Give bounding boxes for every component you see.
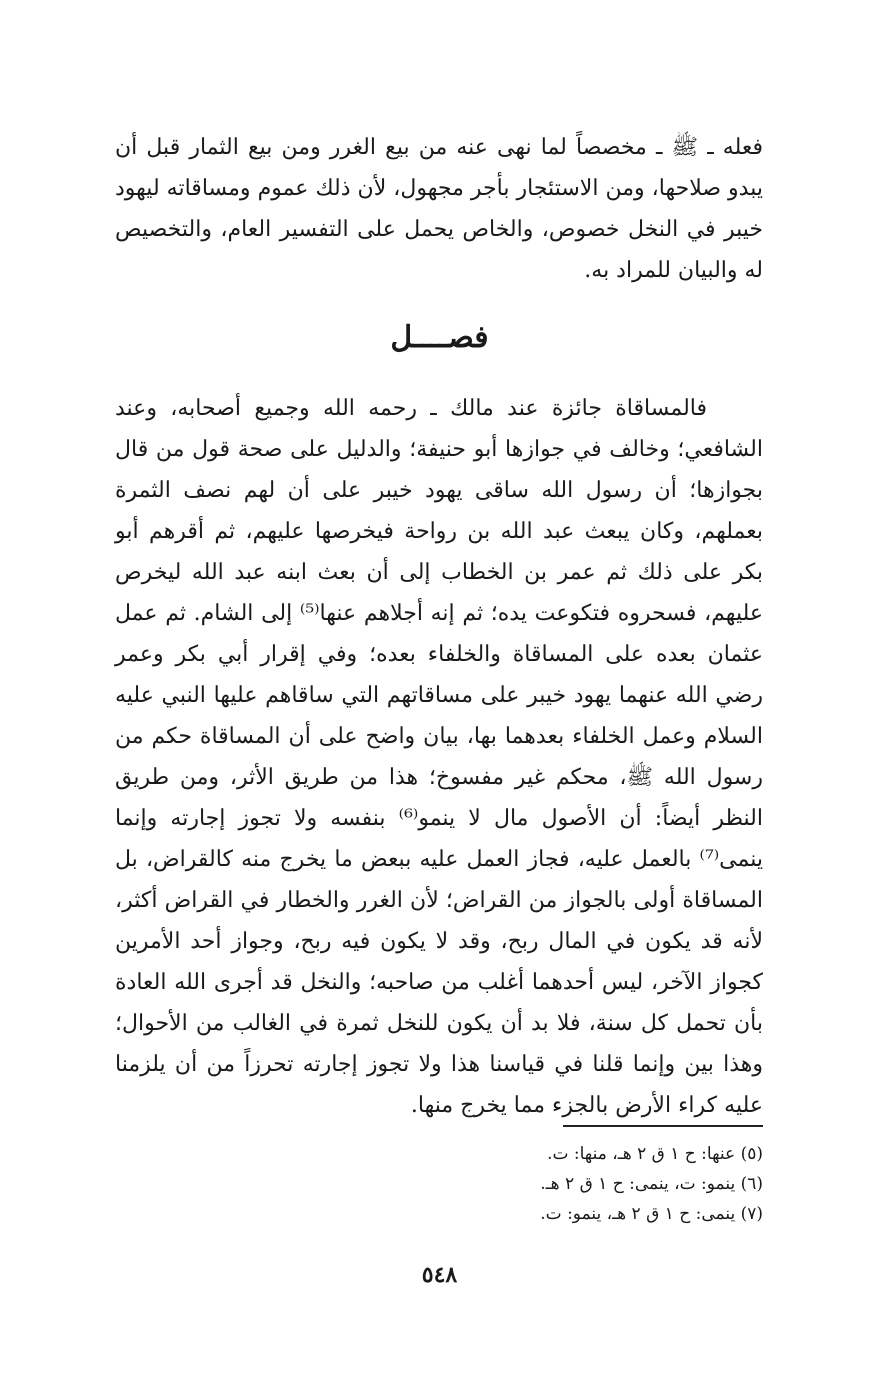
section-heading: فصــــل — [390, 320, 489, 355]
opening-paragraph — [115, 127, 763, 291]
footnote-divider — [563, 1125, 763, 1127]
page-number: ٥٤٨ — [421, 1262, 458, 1288]
footnotes-list — [115, 1139, 763, 1229]
paragraph-text: فالمساقاة جائزة عند مالك ـ رحمه الله وجميع أصحابه، وعند الشافعي؛ وخالف في جوازها أبو حنيفة؛ والدليل على صحة قول من قال بجوازها؛ أن رسول الله ساقى يهود خيبر على أن لهم نصف الثمرة بعملهم، وكان يبعث عبد الله بن رواحة فيخرصها عليهم، ثم أقرهم أبو بكر على ذلك ثم عمر بن الخطاب إلى أن بعث ابنه عبد الله ليخرص عليهم، فسحروه فتكوعت يده؛ ثم إنه أجلاهم عنها⁽⁵⁾ إلى الشام. ثم عمل عثمان بعده على المساقاة والخلفاء بعده؛ وفي إقرار أبي بكر وعمر رضي الله عنهما يهود خيبر على مساقاتهم التي ساقاهم عليها النبي عليه السلام وعمل الخلفاء بعدهما بها، بيان واضح على أن المساقاة حكم من رسول الله ﷺ، محكم غير مفسوخ؛ هذا من طريق الأثر، ومن طريق النظر أيضاً: أن الأصول مال لا ينمو⁽⁶⁾ بنفسه ولا تجوز إجارته وإنما ينمى⁽⁷⁾ بالعمل عليه، فجاز العمل عليه ببعض ما يخرج منه كالقراض، بل المساقاة أولى بالجواز من القراض؛ لأن الغرر والخطار في القراض أكثر، لأنه قد يكون في المال ربح، وقد لا يكون فيه ربح، وجواز أحد الأمرين كجواز الآخر، ليس أحدهما أغلب من صاحبه؛ والنخل قد أجرى الله العادة بأن تحمل كل سنة، فلا بد أن يكون للنخل ثمرة في الغالب من الأحوال؛ وهذا بين وإنما قلنا في قياسنا هذا ولا تجوز إجارته تحرزاً من أن يلزمنا عليه كراء الأرض بالجزء مما يخرج منها. — [115, 396, 763, 1118]
footnote-item: (٧) ينمى: ح ١ ق ٢ هـ، ينمو: ت. — [540, 1204, 763, 1224]
paragraph-text: فعله ـ ﷺ ـ مخصصاً لما نهى عنه من بيع الغرر ومن بيع الثمار قبل أن يبدو صلاحها، ومن الاستئجار بأجر مجهول، لأن ذلك عموم ومساقاته ليهود خيبر في النخل خصوص، والخاص يحمل على التفسير العام، والتخصيص له والبيان للمراد به. — [115, 135, 763, 283]
footnote-item: (٦) ينمو: ت، ينمى: ح ١ ق ٢ هـ. — [540, 1174, 763, 1194]
footnote-item: (٥) عنها: ح ١ ق ٢ هـ، منها: ت. — [547, 1144, 763, 1164]
main-paragraph — [115, 388, 763, 1126]
